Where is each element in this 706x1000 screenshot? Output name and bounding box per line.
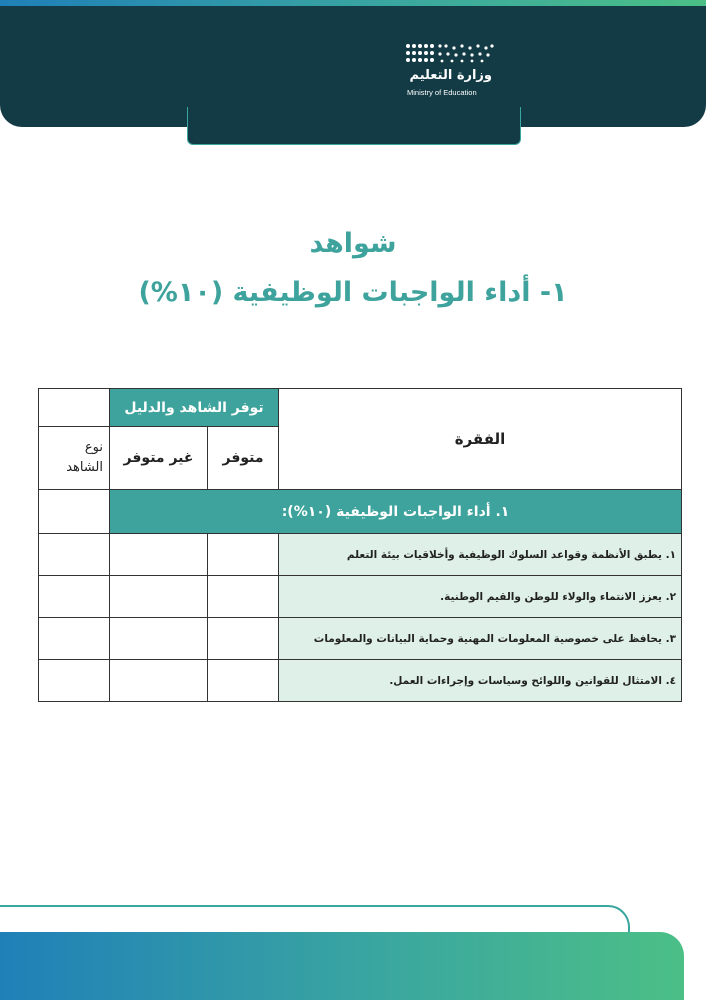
header-blank-cell: [39, 389, 110, 427]
available-checkbox-cell[interactable]: [208, 576, 279, 618]
table-row: [39, 660, 682, 702]
header-item: الفقرة: [279, 389, 682, 490]
section-title: ١. أداء الواجبات الوظيفية (١٠%):: [110, 490, 682, 534]
header-available: متوفر: [208, 427, 279, 490]
not-available-checkbox-cell[interactable]: [110, 576, 208, 618]
section-blank-cell: [39, 490, 110, 534]
item-text: ٣. يحافظ على خصوصية المعلومات المهنية وحماية البيانات والمعلومات: [279, 618, 682, 660]
table-row: [39, 576, 682, 618]
table-row: [39, 534, 682, 576]
table-header-row-1: [39, 389, 682, 427]
page-title: شواهد: [309, 228, 397, 259]
not-available-checkbox-cell[interactable]: [110, 618, 208, 660]
header-not-available: غير متوفر: [110, 427, 208, 490]
table-row: [39, 618, 682, 660]
evidence-type-cell[interactable]: [39, 618, 110, 660]
header-evidence-type-line2: الشاهد: [66, 460, 103, 475]
not-available-checkbox-cell[interactable]: [110, 660, 208, 702]
logo-arabic-text: وزارة التعليم: [409, 68, 492, 83]
item-text: ٤. الامتثال للقوانين واللوائح وسياسات وإجراءات العمل.: [279, 660, 682, 702]
item-text: ١. يطبق الأنظمة وقواعد السلوك الوظيفية وأخلاقيات بيئة التعلم: [279, 534, 682, 576]
evidence-type-cell[interactable]: [39, 534, 110, 576]
header-evidence-type-line1: نوع: [84, 440, 103, 455]
ministry-logo: [404, 42, 504, 102]
footer-gradient-band: [0, 932, 684, 1000]
available-checkbox-cell[interactable]: [208, 534, 279, 576]
header-evidence-availability: توفر الشاهد والدليل: [110, 389, 279, 427]
available-checkbox-cell[interactable]: [208, 660, 279, 702]
evidence-type-cell[interactable]: [39, 576, 110, 618]
page-subtitle: ١- أداء الواجبات الوظيفية (١٠%): [138, 277, 568, 308]
evidence-type-cell[interactable]: [39, 660, 110, 702]
logo-english-text: Ministry of Education: [407, 88, 477, 97]
not-available-checkbox-cell[interactable]: [110, 534, 208, 576]
available-checkbox-cell[interactable]: [208, 618, 279, 660]
header-evidence-type: [39, 427, 110, 490]
logo-dots-icon: [404, 42, 496, 64]
evidence-table: [38, 388, 682, 702]
item-text: ٢. يعزز الانتماء والولاء للوطن والقيم الوطنية.: [279, 576, 682, 618]
header-tab: [187, 107, 521, 145]
section-row: [39, 490, 682, 534]
